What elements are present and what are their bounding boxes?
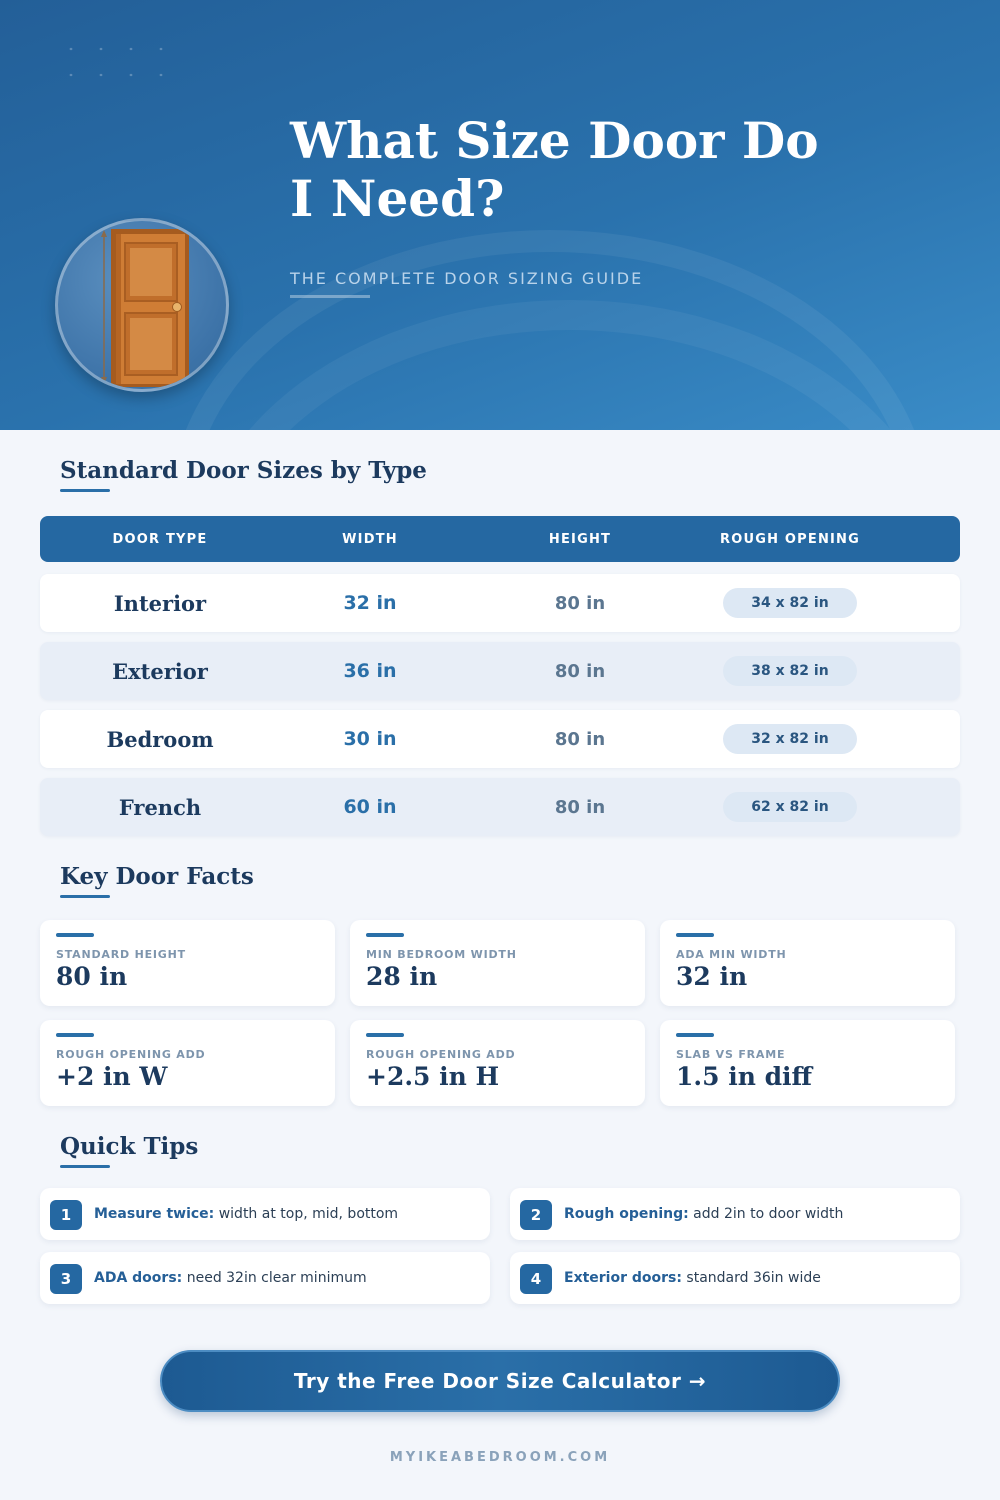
card-accent-bar xyxy=(676,933,714,937)
table-row xyxy=(40,642,960,700)
rough-opening-cell xyxy=(685,588,895,618)
tip-body: standard 36in wide xyxy=(681,1270,821,1286)
door-type-cell: Exterior xyxy=(112,658,208,684)
tip-text xyxy=(94,1206,398,1222)
fact-value: +2.5 in H xyxy=(366,1062,500,1091)
height-cell: 80 in xyxy=(554,592,606,614)
fact-card xyxy=(40,920,335,1006)
calculator-cta-button[interactable]: Try the Free Door Size Calculator → xyxy=(160,1350,840,1412)
card-accent-bar xyxy=(676,1033,714,1037)
door-illustration xyxy=(55,218,229,392)
rough-opening-pill: 62 x 82 in xyxy=(723,792,857,822)
fact-value: 28 in xyxy=(366,962,438,991)
rough-opening-cell xyxy=(685,724,895,754)
door-type-cell: French xyxy=(118,794,202,820)
tip-heading: ADA doors: xyxy=(94,1270,183,1286)
width-cell: 60 in xyxy=(343,796,397,818)
tip-text xyxy=(564,1270,821,1286)
tip-number-badge: 4 xyxy=(520,1264,552,1294)
tip-number-badge: 3 xyxy=(50,1264,82,1294)
rough-opening-cell xyxy=(685,792,895,822)
section-underline xyxy=(60,1165,110,1168)
fact-value: 80 in xyxy=(56,962,128,991)
table-header xyxy=(40,516,960,562)
door-type-cell: Bedroom xyxy=(106,726,214,752)
door-type-cell: Interior xyxy=(113,590,207,616)
height-cell: 80 in xyxy=(554,796,606,818)
column-header: HEIGHT xyxy=(548,531,612,547)
height-cell: 80 in xyxy=(554,728,606,750)
footer-site-name: MYIKEABEDROOM.COM xyxy=(389,1450,611,1465)
fact-label: ROUGH OPENING ADD xyxy=(366,1048,516,1061)
page-title: What Size Door Do I Need? xyxy=(290,111,819,228)
rough-opening-pill: 32 x 82 in xyxy=(723,724,857,754)
sizes-section-title: Standard Door Sizes by Type xyxy=(60,457,427,484)
rough-opening-cell xyxy=(685,656,895,686)
tip-heading: Exterior doors: xyxy=(564,1270,682,1286)
section-underline xyxy=(60,895,110,898)
facts-section-title: Key Door Facts xyxy=(60,863,254,890)
column-header: WIDTH xyxy=(342,531,398,547)
width-cell: 30 in xyxy=(343,728,397,750)
fact-label: SLAB VS FRAME xyxy=(676,1048,786,1061)
fact-value: 1.5 in diff xyxy=(676,1062,813,1091)
table-row xyxy=(40,710,960,768)
fact-card xyxy=(40,1020,335,1106)
fact-value: +2 in W xyxy=(56,1062,168,1091)
page-subtitle: THE COMPLETE DOOR SIZING GUIDE xyxy=(290,269,644,288)
tip-text xyxy=(94,1270,367,1286)
fact-label: ADA MIN WIDTH xyxy=(676,948,787,961)
card-accent-bar xyxy=(366,933,404,937)
tip-number-badge: 2 xyxy=(520,1200,552,1230)
table-row xyxy=(40,778,960,836)
tip-number-badge: 1 xyxy=(50,1200,82,1230)
fact-label: ROUGH OPENING ADD xyxy=(56,1048,206,1061)
fact-card xyxy=(350,920,645,1006)
tip-body: width at top, mid, bottom xyxy=(214,1206,399,1222)
tip-body: add 2in to door width xyxy=(688,1206,844,1222)
fact-card xyxy=(660,1020,955,1106)
card-accent-bar xyxy=(56,1033,94,1037)
card-accent-bar xyxy=(366,1033,404,1037)
tip-text xyxy=(564,1206,843,1222)
width-cell: 36 in xyxy=(343,660,397,682)
fact-label: STANDARD HEIGHT xyxy=(56,948,186,961)
fact-card xyxy=(350,1020,645,1106)
column-header: ROUGH OPENING xyxy=(719,531,861,547)
dot-pattern xyxy=(56,36,166,96)
tip-heading: Measure twice: xyxy=(94,1206,215,1222)
table-row xyxy=(40,574,960,632)
rough-opening-pill: 38 x 82 in xyxy=(723,656,857,686)
door-icon xyxy=(58,221,229,392)
tip-item xyxy=(510,1252,960,1304)
fact-label: MIN BEDROOM WIDTH xyxy=(366,948,517,961)
tips-section-title: Quick Tips xyxy=(60,1133,199,1160)
hero-banner xyxy=(0,0,1000,430)
rough-opening-pill: 34 x 82 in xyxy=(723,588,857,618)
tip-item xyxy=(40,1188,490,1240)
subtitle-underline xyxy=(290,295,370,298)
tip-body: need 32in clear minimum xyxy=(182,1270,367,1286)
tip-item xyxy=(510,1188,960,1240)
width-cell: 32 in xyxy=(343,592,397,614)
height-cell: 80 in xyxy=(554,660,606,682)
tip-item xyxy=(40,1252,490,1304)
card-accent-bar xyxy=(56,933,94,937)
column-header: DOOR TYPE xyxy=(112,531,208,547)
section-underline xyxy=(60,489,110,492)
tip-heading: Rough opening: xyxy=(564,1206,689,1222)
fact-value: 32 in xyxy=(676,962,748,991)
fact-card xyxy=(660,920,955,1006)
